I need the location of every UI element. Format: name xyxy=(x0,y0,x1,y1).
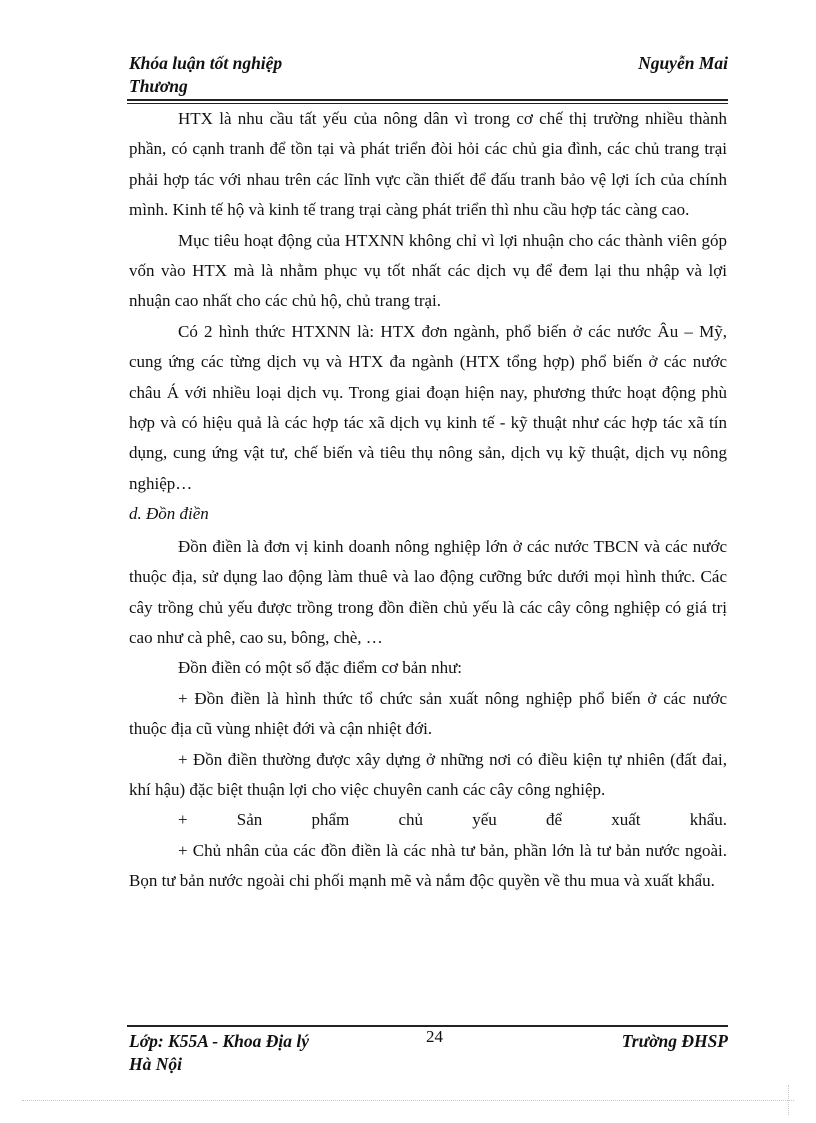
header-author: Nguyễn Mai xyxy=(638,53,728,73)
header-rule-thick xyxy=(127,99,728,101)
paragraph: + Chủ nhân của các đồn điền là các nhà tư bản, phần lớn là tư bản nước ngoài. Bọn tư bản nước ngoài chi phối mạnh mẽ và nắm độc quyền về thu mua và xuất khẩu. xyxy=(129,840,727,891)
footer-school: Trường ĐHSP xyxy=(621,1031,728,1051)
footer-class-line2: Hà Nội xyxy=(129,1054,182,1074)
document-body xyxy=(129,104,727,897)
paragraph: Đồn điền có một số đặc điểm cơ bản như: xyxy=(178,658,463,678)
paragraph: + Đồn điền là hình thức tổ chức sản xuất nông nghiệp phổ biến ở các nước thuộc địa cũ vùng nhiệt đới và cận nhiệt đới. xyxy=(129,688,727,739)
header-left xyxy=(129,52,282,98)
paragraph: Có 2 hình thức HTXNN là: HTX đơn ngành, phổ biến ở các nước Âu – Mỹ, cung ứng các từng dịch vụ và HTX đa ngành (HTX tổng hợp) phổ biến ở các nước châu Á với nhiều loại dịch vụ. Trong giai đoạn hiện nay, phương thức hoạt động phù hợp và có hiệu quả là các hợp tác xã dịch vụ kinh tế - kỹ thuật như các hợp tác xã tín dụng, cung ứng vật tư, chế biến và tiêu thụ nông sản, dịch vụ kỹ thuật, dịch vụ nông nghiệp… xyxy=(129,321,727,493)
footer-class-line1: Lớp: K55A - Khoa Địa lý xyxy=(129,1031,310,1051)
header-title-line1: Khóa luận tốt nghiệp xyxy=(129,53,283,73)
page-edge-dotted-line xyxy=(22,1100,794,1101)
paragraph: Mục tiêu hoạt động của HTXNN không chỉ vì lợi nhuận cho các thành viên góp vốn vào HTX mà là nhằm phục vụ tốt nhất các dịch vụ để đem lại thu nhập và lợi nhuận cao nhất cho các chủ hộ, chủ trang trại. xyxy=(129,230,727,311)
header-title-line2: Thương xyxy=(129,76,188,96)
page-number: 24 xyxy=(426,1027,443,1046)
paragraph: Đồn điền là đơn vị kinh doanh nông nghiệp lớn ở các nước TBCN và các nước thuộc địa, sử dụng lao động làm thuê và lao động cưỡng bức dưới mọi hình thức. Các cây trồng chủ yếu được trồng trong đồn điền chủ yếu là các cây công nghiệp có giá trị cao như cà phê, cao su, bông, chè, … xyxy=(129,536,727,647)
footer-left xyxy=(129,1030,309,1076)
paragraph: HTX là nhu cầu tất yếu của nông dân vì trong cơ chế thị trường nhiều thành phần, có cạnh tranh để tồn tại và phát triển đòi hỏi các chủ gia đình, các chủ trang trại phải hợp tác với nhau trên các lĩnh vực cần thiết để đấu tranh bảo vệ lợi ích của chính mình. Kinh tế hộ và kinh tế trang trại càng phát triển thì nhu cầu hợp tác càng cao. xyxy=(129,109,727,220)
paragraph: + Sản phẩm chủ yếu để xuất khẩu. xyxy=(178,810,727,830)
section-heading: d. Đồn điền xyxy=(129,504,209,524)
paragraph: + Đồn điền thường được xây dựng ở những nơi có điều kiện tự nhiên (đất đai, khí hậu) đặc biệt thuận lợi cho việc chuyên canh các cây công nghiệp. xyxy=(129,749,727,799)
page-corner-mark xyxy=(788,1085,790,1115)
